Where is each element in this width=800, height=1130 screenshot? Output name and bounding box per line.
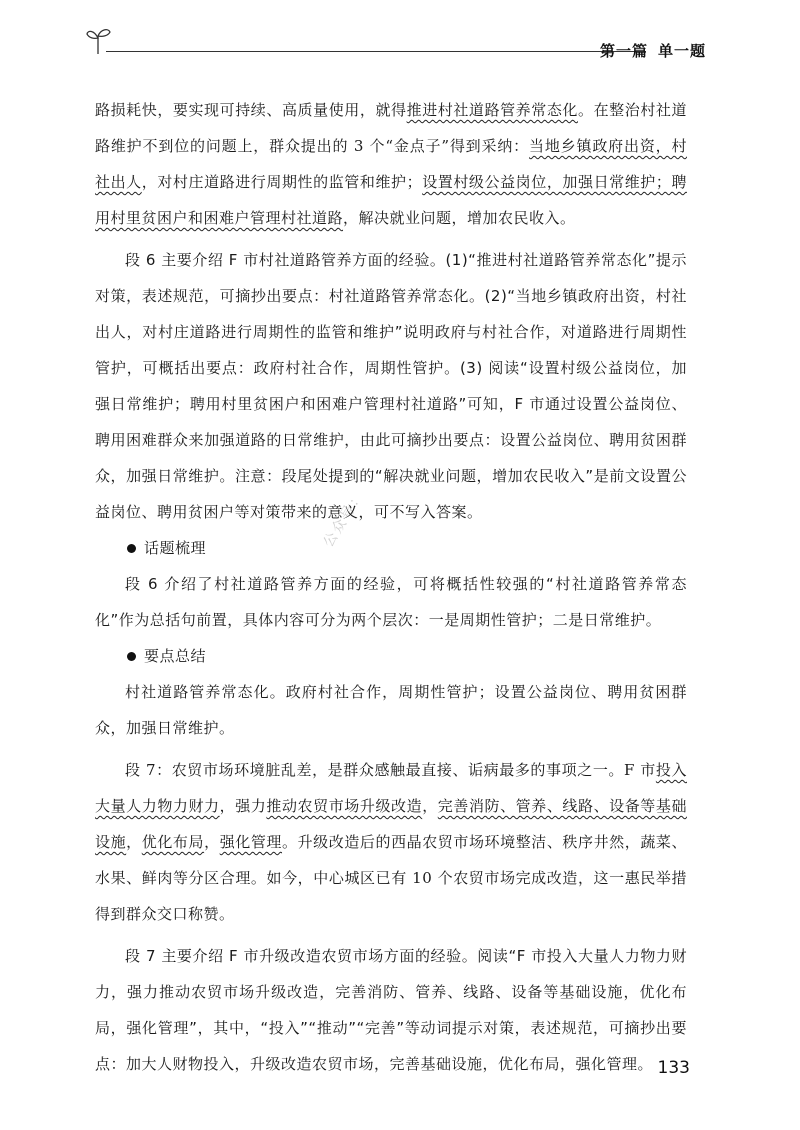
page-number: 133 [657,1058,690,1078]
topic-paragraph: 段 6 介绍了村社道路管养方面的经验，可将概括性较强的“村社道路管养常态化”作为总括句前置，具体内容可分为两个层次：一是周期性管护；二是日常维护。 [95,575,687,629]
bullet-icon [127,652,136,661]
bullet-label: 话题梳理 [144,539,207,557]
bullet-heading-summary [127,638,687,674]
bullet-icon [127,544,136,553]
page-body [95,92,687,1082]
page-header [86,22,706,62]
analysis-paragraph-6: 段 6 主要介绍 F 市村社道路管养方面的经验。(1)“推进村社道路管养常态化”提示对策，表述规范，可摘抄出要点：村社道路管养常态化。(2)“当地乡镇政府出资，村社出人，对村庄道路进行周期性的监管和维护”说明政府与村社合作，对道路进行周期性管护，可概括出要点：政府村社合作，周期性管护。(3) 阅读“设置村级公益岗位，加强日常维护；聘用村里贫困户和困难户管理村社道路”可知，F 市通过设置公益岗位、聘用困难群众来加强道路的日常维护，由此可摘抄出要点：设置公益岗位、聘用贫困群众，加强日常维护。注意：段尾处提到的“解决就业问题，增加农民收入”是前文设置公益岗位、聘用贫困户等对策带来的意义，可不写入答案。 [95,251,687,521]
summary-paragraph: 村社道路管养常态化。政府村社合作，周期性管护；设置公益岗位、聘用贫困群众，加强日常维护。 [95,683,687,737]
section-title: 单一题 [657,42,706,60]
watermark: 公众号： [320,487,369,551]
bullet-heading-topic [127,530,687,566]
header-rule [106,51,646,52]
quoted-passage-7: 段 7：农贸市场环境脏乱差，是群众感触最直接、诟病最多的事项之一。F 市投入大量人力物力财力，强力推动农贸市场升级改造，完善消防、管养、线路、设备等基础设施，优化布局，强化管理。升级改造后的西晶农贸市场环境整洁、秩序井然，蔬菜、水果、鲜肉等分区合理。如今，中心城区已有 10 个农贸市场完成改造，这一惠民举措得到群众交口称赞。 [95,761,687,923]
bullet-label: 要点总结 [144,647,207,665]
running-title [590,40,706,61]
analysis-paragraph-7: 段 7 主要介绍 F 市升级改造农贸市场方面的经验。阅读“F 市投入大量人力物力财力，强力推动农贸市场升级改造，完善消防、管养、线路、设备等基础设施，优化布局，强化管理”，其中，“投入”“推动”“完善”等动词提示对策，表述规范，可摘抄出要点：加大人财物投入，升级改造农贸市场，完善基础设施，优化布局，强化管理。 [95,947,687,1073]
part-title: 第一篇 [599,42,648,60]
quoted-passage-6: 路损耗快，要实现可持续、高质量使用，就得推进村社道路管养常态化。在整治村社道路维护不到位的问题上，群众提出的 3 个“金点子”得到采纳：当地乡镇政府出资，村社出人，对村庄道路进行周期性的监管和维护；设置村级公益岗位，加强日常维护；聘用村里贫困户和困难户管理村社道路，解决就业问题，增加农民收入。 [95,101,687,227]
